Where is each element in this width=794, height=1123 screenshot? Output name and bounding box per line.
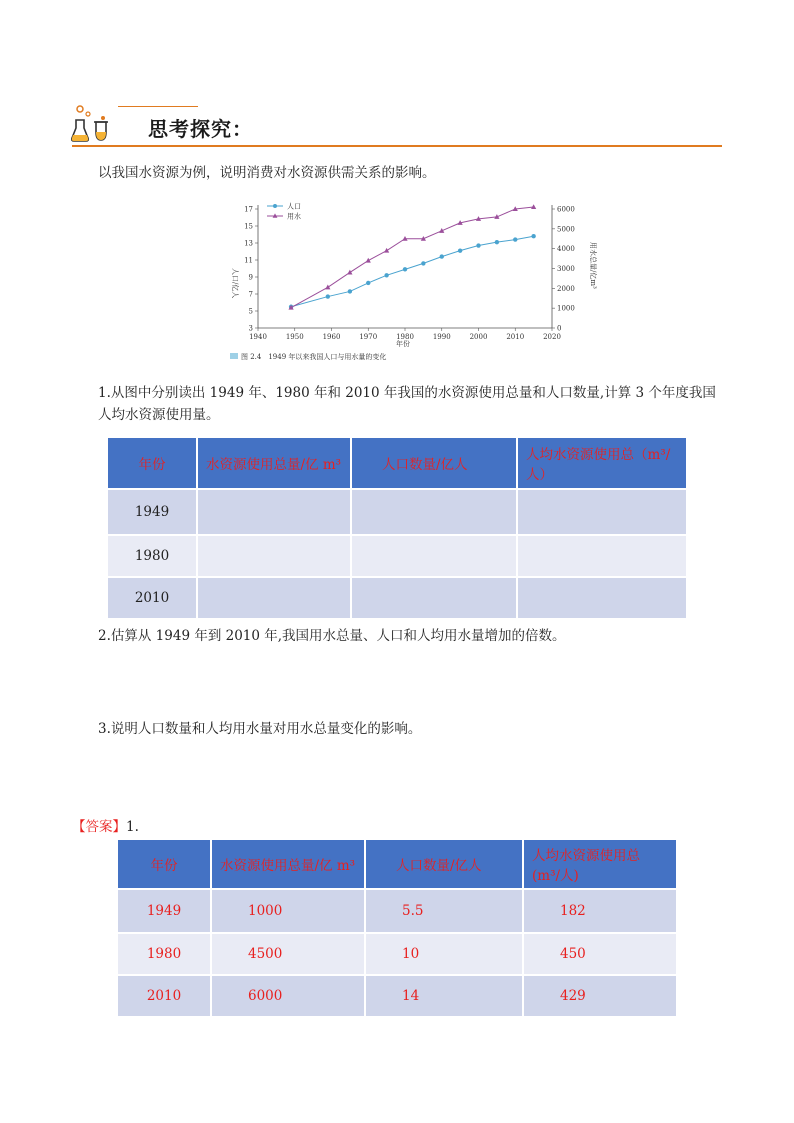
answer-bracket-close: 】 bbox=[112, 819, 126, 835]
data-point bbox=[421, 261, 425, 265]
y-left-tick-label: 5 bbox=[248, 307, 253, 316]
water-input-cell[interactable] bbox=[198, 578, 350, 618]
answer-label bbox=[72, 815, 139, 835]
year-cell: 1949 bbox=[108, 490, 196, 534]
caption-marker bbox=[230, 353, 238, 359]
x-tick-label: 2020 bbox=[543, 333, 561, 341]
table-row bbox=[118, 934, 676, 974]
y-right-tick-label: 5000 bbox=[557, 225, 575, 234]
flask-icon bbox=[70, 104, 116, 144]
header-per-capita: 人均水资源使用总（m³/人） bbox=[518, 438, 686, 488]
chart-caption: 图 2.4 1949 年以来我国人口与用水量的变化 bbox=[241, 353, 387, 361]
y-right-tick-label: 3000 bbox=[557, 265, 575, 273]
x-tick-label: 1980 bbox=[396, 333, 414, 341]
data-point bbox=[495, 240, 499, 244]
x-tick-label: 2000 bbox=[469, 333, 488, 341]
population-input-cell[interactable] bbox=[352, 536, 516, 576]
header-accent-line bbox=[118, 106, 198, 107]
x-tick-label: 1950 bbox=[285, 333, 304, 341]
per-capita-input-cell[interactable] bbox=[518, 536, 686, 576]
water-total-cell: 4500 bbox=[212, 934, 364, 974]
y-right-tick-label: 6000 bbox=[557, 205, 575, 214]
data-point bbox=[403, 267, 407, 271]
legend-label: 用水 bbox=[287, 212, 301, 221]
per-capita-input-cell[interactable] bbox=[518, 490, 686, 534]
population-cell: 10 bbox=[366, 934, 522, 974]
y-right-tick-label: 2000 bbox=[557, 284, 575, 293]
table-row bbox=[118, 976, 676, 1016]
per-capita-cell: 429 bbox=[524, 976, 676, 1016]
series-line-用水 bbox=[291, 207, 534, 308]
question-2: 2.估算从 1949 年到 2010 年,我国用水总量、人口和人均用水量增加的倍数。 bbox=[98, 628, 566, 644]
water-total-cell: 6000 bbox=[212, 976, 364, 1016]
water-total-cell: 1000 bbox=[212, 890, 364, 932]
x-tick-label: 1940 bbox=[249, 333, 267, 341]
per-capita-input-cell[interactable] bbox=[518, 578, 686, 618]
year-cell: 2010 bbox=[108, 578, 196, 618]
population-input-cell[interactable] bbox=[352, 490, 516, 534]
y-axis-left-label: 人口/亿人 bbox=[231, 268, 239, 299]
data-point bbox=[325, 285, 330, 290]
y-right-tick-label: 1000 bbox=[557, 304, 575, 313]
answer-word: 答案 bbox=[85, 819, 113, 835]
per-capita-cell: 182 bbox=[524, 890, 676, 932]
year-cell: 1980 bbox=[108, 536, 196, 576]
table-row bbox=[108, 490, 686, 534]
data-point bbox=[366, 258, 371, 263]
population-input-cell[interactable] bbox=[352, 578, 516, 618]
x-tick-label: 1990 bbox=[432, 333, 451, 341]
question-table bbox=[106, 436, 688, 620]
water-input-cell[interactable] bbox=[198, 490, 350, 534]
question-3: 3.说明人口数量和人均用水量对用水总量变化的影响。 bbox=[98, 721, 422, 737]
table-row bbox=[118, 890, 676, 932]
legend-label: 人口 bbox=[287, 202, 301, 211]
population-cell: 5.5 bbox=[366, 890, 522, 932]
data-point bbox=[384, 273, 388, 277]
data-point bbox=[326, 294, 330, 298]
header-water-total: 水资源使用总量/亿 m³ bbox=[198, 438, 350, 488]
y-left-tick-label: 3 bbox=[248, 324, 253, 333]
data-point bbox=[531, 234, 535, 238]
data-point bbox=[476, 243, 480, 247]
legend-marker bbox=[273, 204, 277, 208]
x-tick-label: 2010 bbox=[506, 333, 525, 341]
y-left-tick-label: 13 bbox=[244, 239, 253, 248]
y-left-tick-label: 9 bbox=[248, 273, 253, 282]
y-left-tick-label: 11 bbox=[244, 256, 253, 265]
answer-bracket-open: 【 bbox=[72, 819, 86, 835]
intro-paragraph: 以我国水资源为例，说明消费对水资源供需关系的影响。 bbox=[98, 165, 436, 181]
population-cell: 14 bbox=[366, 976, 522, 1016]
data-point bbox=[531, 204, 536, 209]
table-row bbox=[108, 578, 686, 618]
y-left-tick-label: 7 bbox=[248, 290, 253, 299]
header-divider bbox=[72, 145, 722, 147]
header-water-total: 水资源使用总量/亿 m³ bbox=[212, 840, 364, 888]
y-left-tick-label: 15 bbox=[244, 222, 253, 231]
header-year: 年份 bbox=[118, 840, 210, 888]
answer-table bbox=[116, 838, 678, 1018]
data-point bbox=[348, 289, 352, 293]
year-cell: 2010 bbox=[118, 976, 210, 1016]
x-axis-label: 年份 bbox=[396, 340, 410, 348]
water-input-cell[interactable] bbox=[198, 536, 350, 576]
per-capita-cell: 450 bbox=[524, 934, 676, 974]
answer-number: 1. bbox=[126, 819, 139, 835]
data-point bbox=[513, 237, 517, 241]
y-right-tick-label: 0 bbox=[557, 324, 562, 333]
y-left-tick-label: 17 bbox=[244, 205, 253, 214]
data-point bbox=[347, 270, 352, 275]
x-tick-label: 1970 bbox=[359, 333, 378, 341]
year-cell: 1949 bbox=[118, 890, 210, 932]
table-row bbox=[108, 536, 686, 576]
data-point bbox=[440, 254, 444, 258]
header-population: 人口数量/亿人 bbox=[366, 840, 522, 888]
y-axis-right-label: 用水总量/亿m³ bbox=[589, 242, 597, 289]
data-point bbox=[458, 248, 462, 252]
header-per-capita: 人均水资源使用总(m³/人) bbox=[524, 840, 676, 888]
header-year: 年份 bbox=[108, 438, 196, 488]
data-point bbox=[384, 248, 389, 253]
data-point bbox=[366, 281, 370, 285]
population-water-chart bbox=[225, 196, 597, 368]
section-title: 思考探究： bbox=[148, 117, 253, 141]
header-population: 人口数量/亿人 bbox=[352, 438, 516, 488]
y-right-tick-label: 4000 bbox=[557, 245, 575, 254]
x-tick-label: 1960 bbox=[322, 333, 341, 341]
year-cell: 1980 bbox=[118, 934, 210, 974]
question-1: 1.从图中分别读出 1949 年、1980 年和 2010 年我国的水资源使用总量和人口数量,计算 3 个年度我国人均水资源使用量。 bbox=[98, 385, 716, 423]
